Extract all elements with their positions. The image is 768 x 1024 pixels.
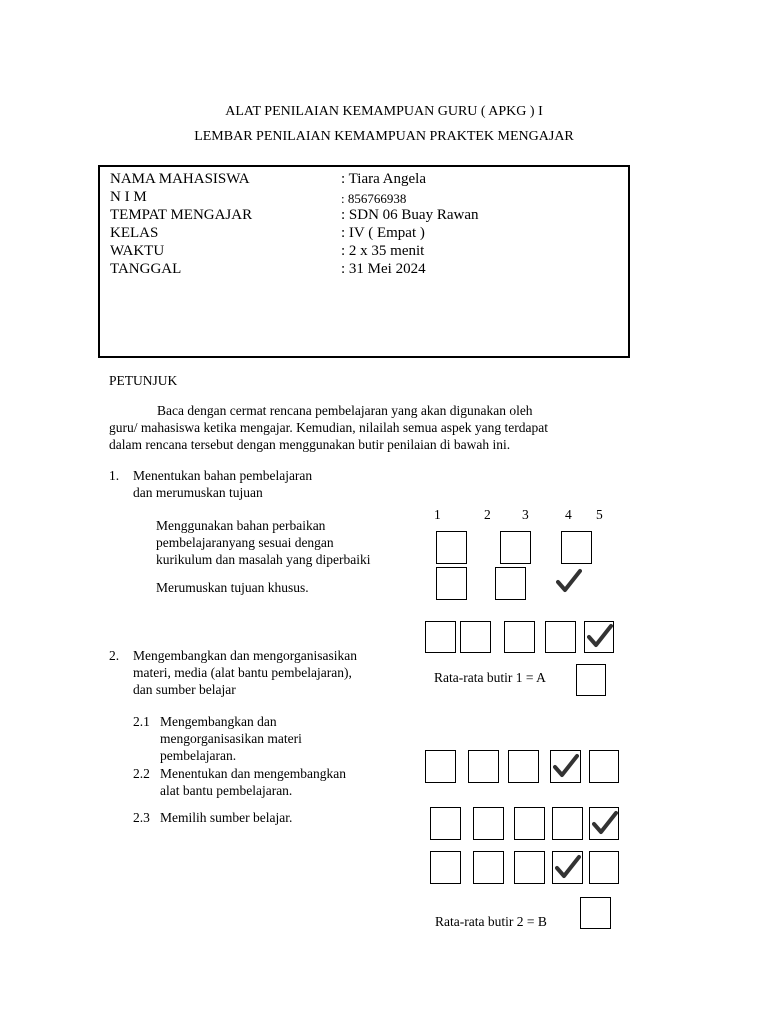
rating-checkbox[interactable] (514, 851, 545, 884)
section-2-item-2-line-2: alat bantu pembelajaran. (160, 783, 293, 798)
time-value: : 2 x 35 menit (341, 243, 425, 259)
section-2-average-label: Rata-rata butir 2 = B (435, 914, 547, 929)
name-value: : Tiara Angela (341, 171, 426, 187)
section-2-item-1-line-2: mengorganisasikan materi (160, 731, 302, 746)
section-1-title-line-2: dan merumuskan tujuan (133, 485, 263, 500)
section-2-title-line-3: dan sumber belajar (133, 682, 236, 697)
section-2-item-1-line-3: pembelajaran. (160, 748, 237, 763)
section-1-average-label: Rata-rata butir 1 = A (434, 670, 546, 685)
instructions-line-3: dalam rencana tersebut dengan menggunakan butir penilaian di bawah ini. (109, 437, 511, 452)
rating-checkbox[interactable] (468, 750, 499, 783)
rating-checkbox[interactable] (436, 567, 467, 600)
section-1-title-line-1: Menentukan bahan pembelajaran (133, 468, 313, 483)
rating-checkbox[interactable] (514, 807, 545, 840)
rating-checkbox[interactable] (495, 567, 526, 600)
rating-checkbox[interactable] (589, 750, 619, 783)
scale-number: 3 (522, 507, 529, 522)
section-1-item-a-line-1: Menggunakan bahan perbaikan (156, 518, 326, 533)
rating-checkbox[interactable] (500, 531, 531, 564)
scale-number: 5 (596, 507, 603, 522)
nim-label: N I M (110, 189, 147, 205)
scale-number: 1 (434, 507, 441, 522)
instructions-line-1: Baca dengan cermat rencana pembelajaran yang akan digunakan oleh (157, 403, 533, 418)
average-a-box[interactable] (576, 664, 606, 696)
scale-number: 2 (484, 507, 491, 522)
class-value: : IV ( Empat ) (341, 225, 425, 241)
section-2-title-line-2: materi, media (alat bantu pembelajaran), (133, 665, 352, 680)
place-label: TEMPAT MENGAJAR (110, 207, 253, 223)
rating-checkbox[interactable] (460, 621, 491, 653)
rating-checkbox[interactable] (589, 851, 619, 884)
section-2-item-2-number: 2.2 (133, 766, 150, 781)
rating-checkbox[interactable] (425, 750, 456, 783)
section-2-item-2-line-1: Menentukan dan mengembangkan (160, 766, 346, 781)
rating-checkbox[interactable] (508, 750, 539, 783)
date-value: : 31 Mei 2024 (341, 261, 426, 277)
rating-checkbox[interactable] (504, 621, 535, 653)
form-subtitle: LEMBAR PENILAIAN KEMAMPUAN PRAKTEK MENGAJAR (194, 129, 574, 144)
place-value: : SDN 06 Buay Rawan (341, 207, 479, 223)
name-label: NAMA MAHASISWA (110, 171, 250, 187)
check-mark-icon (556, 568, 582, 594)
section-2-item-3-line-1: Memilih sumber belajar. (160, 810, 293, 825)
rating-checkbox[interactable] (561, 531, 592, 564)
rating-checkbox[interactable] (545, 621, 576, 653)
section-1-item-a-line-2: pembelajaranyang sesuai dengan (156, 535, 334, 550)
form-title: ALAT PENILAIAN KEMAMPUAN GURU ( APKG ) I (225, 104, 543, 119)
class-label: KELAS (110, 225, 159, 241)
date-label: TANGGAL (110, 261, 182, 277)
section-1-item-b: Merumuskan tujuan khusus. (156, 580, 309, 595)
check-mark-icon (592, 810, 618, 836)
check-mark-icon (555, 854, 581, 880)
instructions-heading: PETUNJUK (109, 373, 178, 388)
section-2-item-1-number: 2.1 (133, 714, 150, 729)
section-1-item-a-line-3: kurikulum dan masalah yang diperbaiki (156, 552, 371, 567)
rating-checkbox[interactable] (425, 621, 456, 653)
section-2-item-3-number: 2.3 (133, 810, 150, 825)
section-2-item-1-line-1: Mengembangkan dan (160, 714, 277, 729)
rating-checkbox[interactable] (473, 807, 504, 840)
instructions-line-2: guru/ mahasiswa ketika mengajar. Kemudian, nilailah semua aspek yang terdapat (109, 420, 548, 435)
rating-checkbox[interactable] (430, 807, 461, 840)
average-b-box[interactable] (580, 897, 611, 929)
rating-checkbox[interactable] (552, 807, 583, 840)
rating-checkbox[interactable] (436, 531, 467, 564)
rating-checkbox[interactable] (473, 851, 504, 884)
section-2-number: 2. (109, 648, 120, 663)
scale-number: 4 (565, 507, 572, 522)
check-mark-icon (553, 753, 579, 779)
check-mark-icon (587, 623, 613, 649)
rating-checkbox[interactable] (430, 851, 461, 884)
time-label: WAKTU (110, 243, 165, 259)
section-2-title-line-1: Mengembangkan dan mengorganisasikan (133, 648, 357, 663)
nim-value: : 856766938 (341, 191, 407, 206)
section-1-number: 1. (109, 468, 120, 483)
